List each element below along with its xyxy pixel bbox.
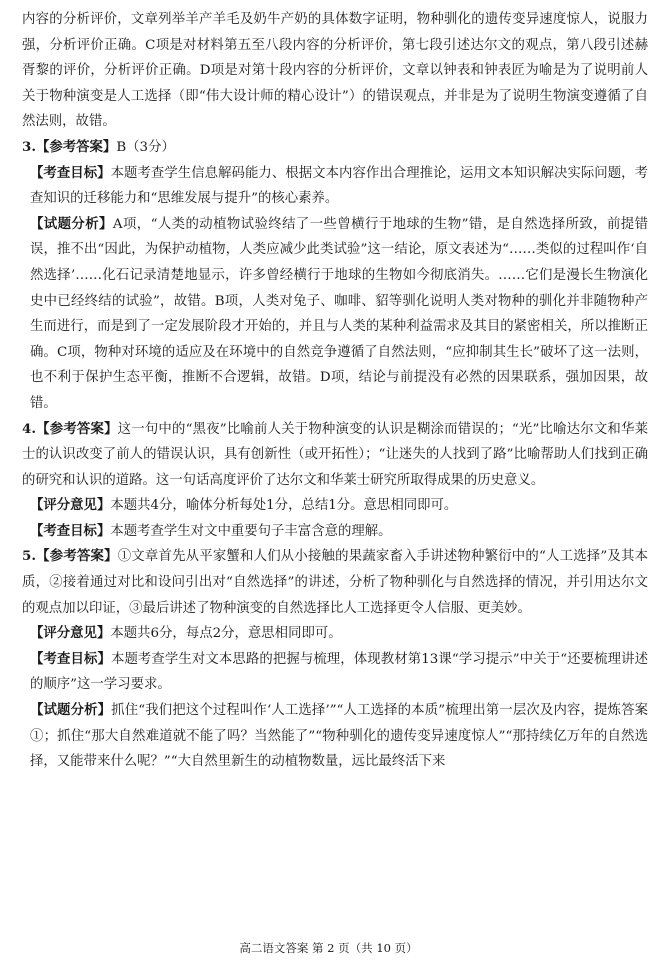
section-tag: 【考查目标】 [30,522,111,539]
section-tag: 【试题分析】 [30,702,112,719]
answer-content [22,7,648,775]
question-number: 4. [22,420,36,437]
q3-answer [22,135,648,161]
section-tag: 【参考答案】 [35,548,118,565]
q4-answer [22,417,648,494]
paragraph-text: 这一句中的“黑夜”比喻前人关于物种演变的认识是糊涂而错误的；“光”比喻达尔文和华莱士的认识改变了前人的错误认识，具有创新性（或开拓性）；“让迷失的人找到了路”比喻帮助人们找到正确的研究和认识的道路。这一句话高度评价了达尔文和华莱士研究所取得成果的历史意义。 [22,421,648,488]
question-number: 5. [22,548,36,565]
section-tag: 【试题分析】 [30,215,113,232]
paragraph-text: ①文章首先从平家蟹和人们从小接触的果蔬家畜入手讲述物种繁衍中的“人工选择”及其本质，②接着通过对比和设问引出对“自然选择”的讲述，分析了物种驯化与自然选择的情况，并引用达尔文的观点加以印证，③最后讲述了物种演变的自然选择比人工选择更令人信服、更美妙。 [22,549,648,616]
paragraph-text: 抓住“我们把这个过程叫作‘人工选择’”“人工选择的本质”梳理出第一层次及内容，提炼答案①；抓住“那大自然难道就不能了吗？当然能了”“物种驯化的遗传变异速度惊人”“那持续亿万年的自然选择，又能带来什么呢？”“大自然里新生的动植物数量，远比最终活下来 [30,703,648,770]
section-tag: 【考查目标】 [30,164,111,181]
paragraph-text: B（3分） [116,139,175,155]
q5-scoring [22,621,648,647]
paragraph-text: 本题考查学生对文中重要句子丰富含意的理解。 [110,523,392,539]
paragraph-text: 本题考查学生信息解码能力、根据文本内容作出合理推论，运用文本知识解决实际问题，考查知识的迁移能力和“思维发展与提升”的核心素养。 [30,165,649,207]
q4-scoring [22,493,648,519]
q4-objective [22,519,648,545]
paragraph-text: 内容的分析评价，文章列举羊产羊毛及奶牛产奶的具体数字证明，物种驯化的遗传变异速度惊人，说服力强，分析评价正确。C项是对材料第五至八段内容的分析评价，第七段引述达尔文的观点，第八段引述赫胥黎的评价，分析评价正确。D项是对第十段内容的分析评价，文章以钟表和钟表匠为喻是为了说明前人关于物种演变是人工选择（即“伟大设计师的精心设计”）的错误观点，并非是为了说明生物演变遵循了自然法则，故错。 [22,12,648,130]
q5-analysis [22,698,648,775]
paragraph-text: 本题共6分，每点2分，意思相同即可。 [110,626,342,642]
section-tag: 【评分意见】 [30,497,111,514]
paragraph-text: 本题考查学生对文本思路的把握与梳理，体现教材第13课“学习提示”中关于“还要梳理讲述的顺序”这一学习要求。 [30,651,649,693]
question-number: 3. [22,138,36,155]
section-tag: 【考查目标】 [30,650,111,667]
paragraph-text: A项，“人类的动植物试验终结了一些曾横行于地球的生物”错，是自然选择所致，前提错误，推不出“因此，为保护动植物，人类应减少此类试验”这一结论，原文表述为“……类似的过程叫作‘自然选择’……化石记录清楚地显示，许多曾经横行于地球的生物如今彻底消失。……它们是漫长生物演化史中已经终结的试验”，故错。B项，人类对兔子、咖啡、貂等驯化说明人类对物种的驯化并非随物种产生而进行，而是到了一定发展阶段才开始的，并且与人类的某种利益需求及其目的紧密相关，所以推断正确。C项，物种对环境的适应及在环境中的自然竞争遵循了自然法则，“应抑制其生长”破坏了这一法则，也不利于保护生态平衡，推断不合逻辑，故错。D项，结论与前提没有必然的因果联系，强加因果，故错。 [30,216,649,411]
q5-answer [22,544,648,621]
q5-objective [22,647,648,698]
section-tag: 【参考答案】 [35,138,117,155]
q3-objective [22,161,648,212]
q3-analysis [22,212,648,417]
paragraph-continuation [22,7,648,135]
page-footer: 高二语文答案 第 2 页（共 10 页） [239,941,418,955]
section-tag: 【参考答案】 [35,420,118,437]
section-tag: 【评分意见】 [30,625,111,642]
paragraph-text: 本题共4分，喻体分析每处1分，总结1分。意思相同即可。 [110,498,458,514]
